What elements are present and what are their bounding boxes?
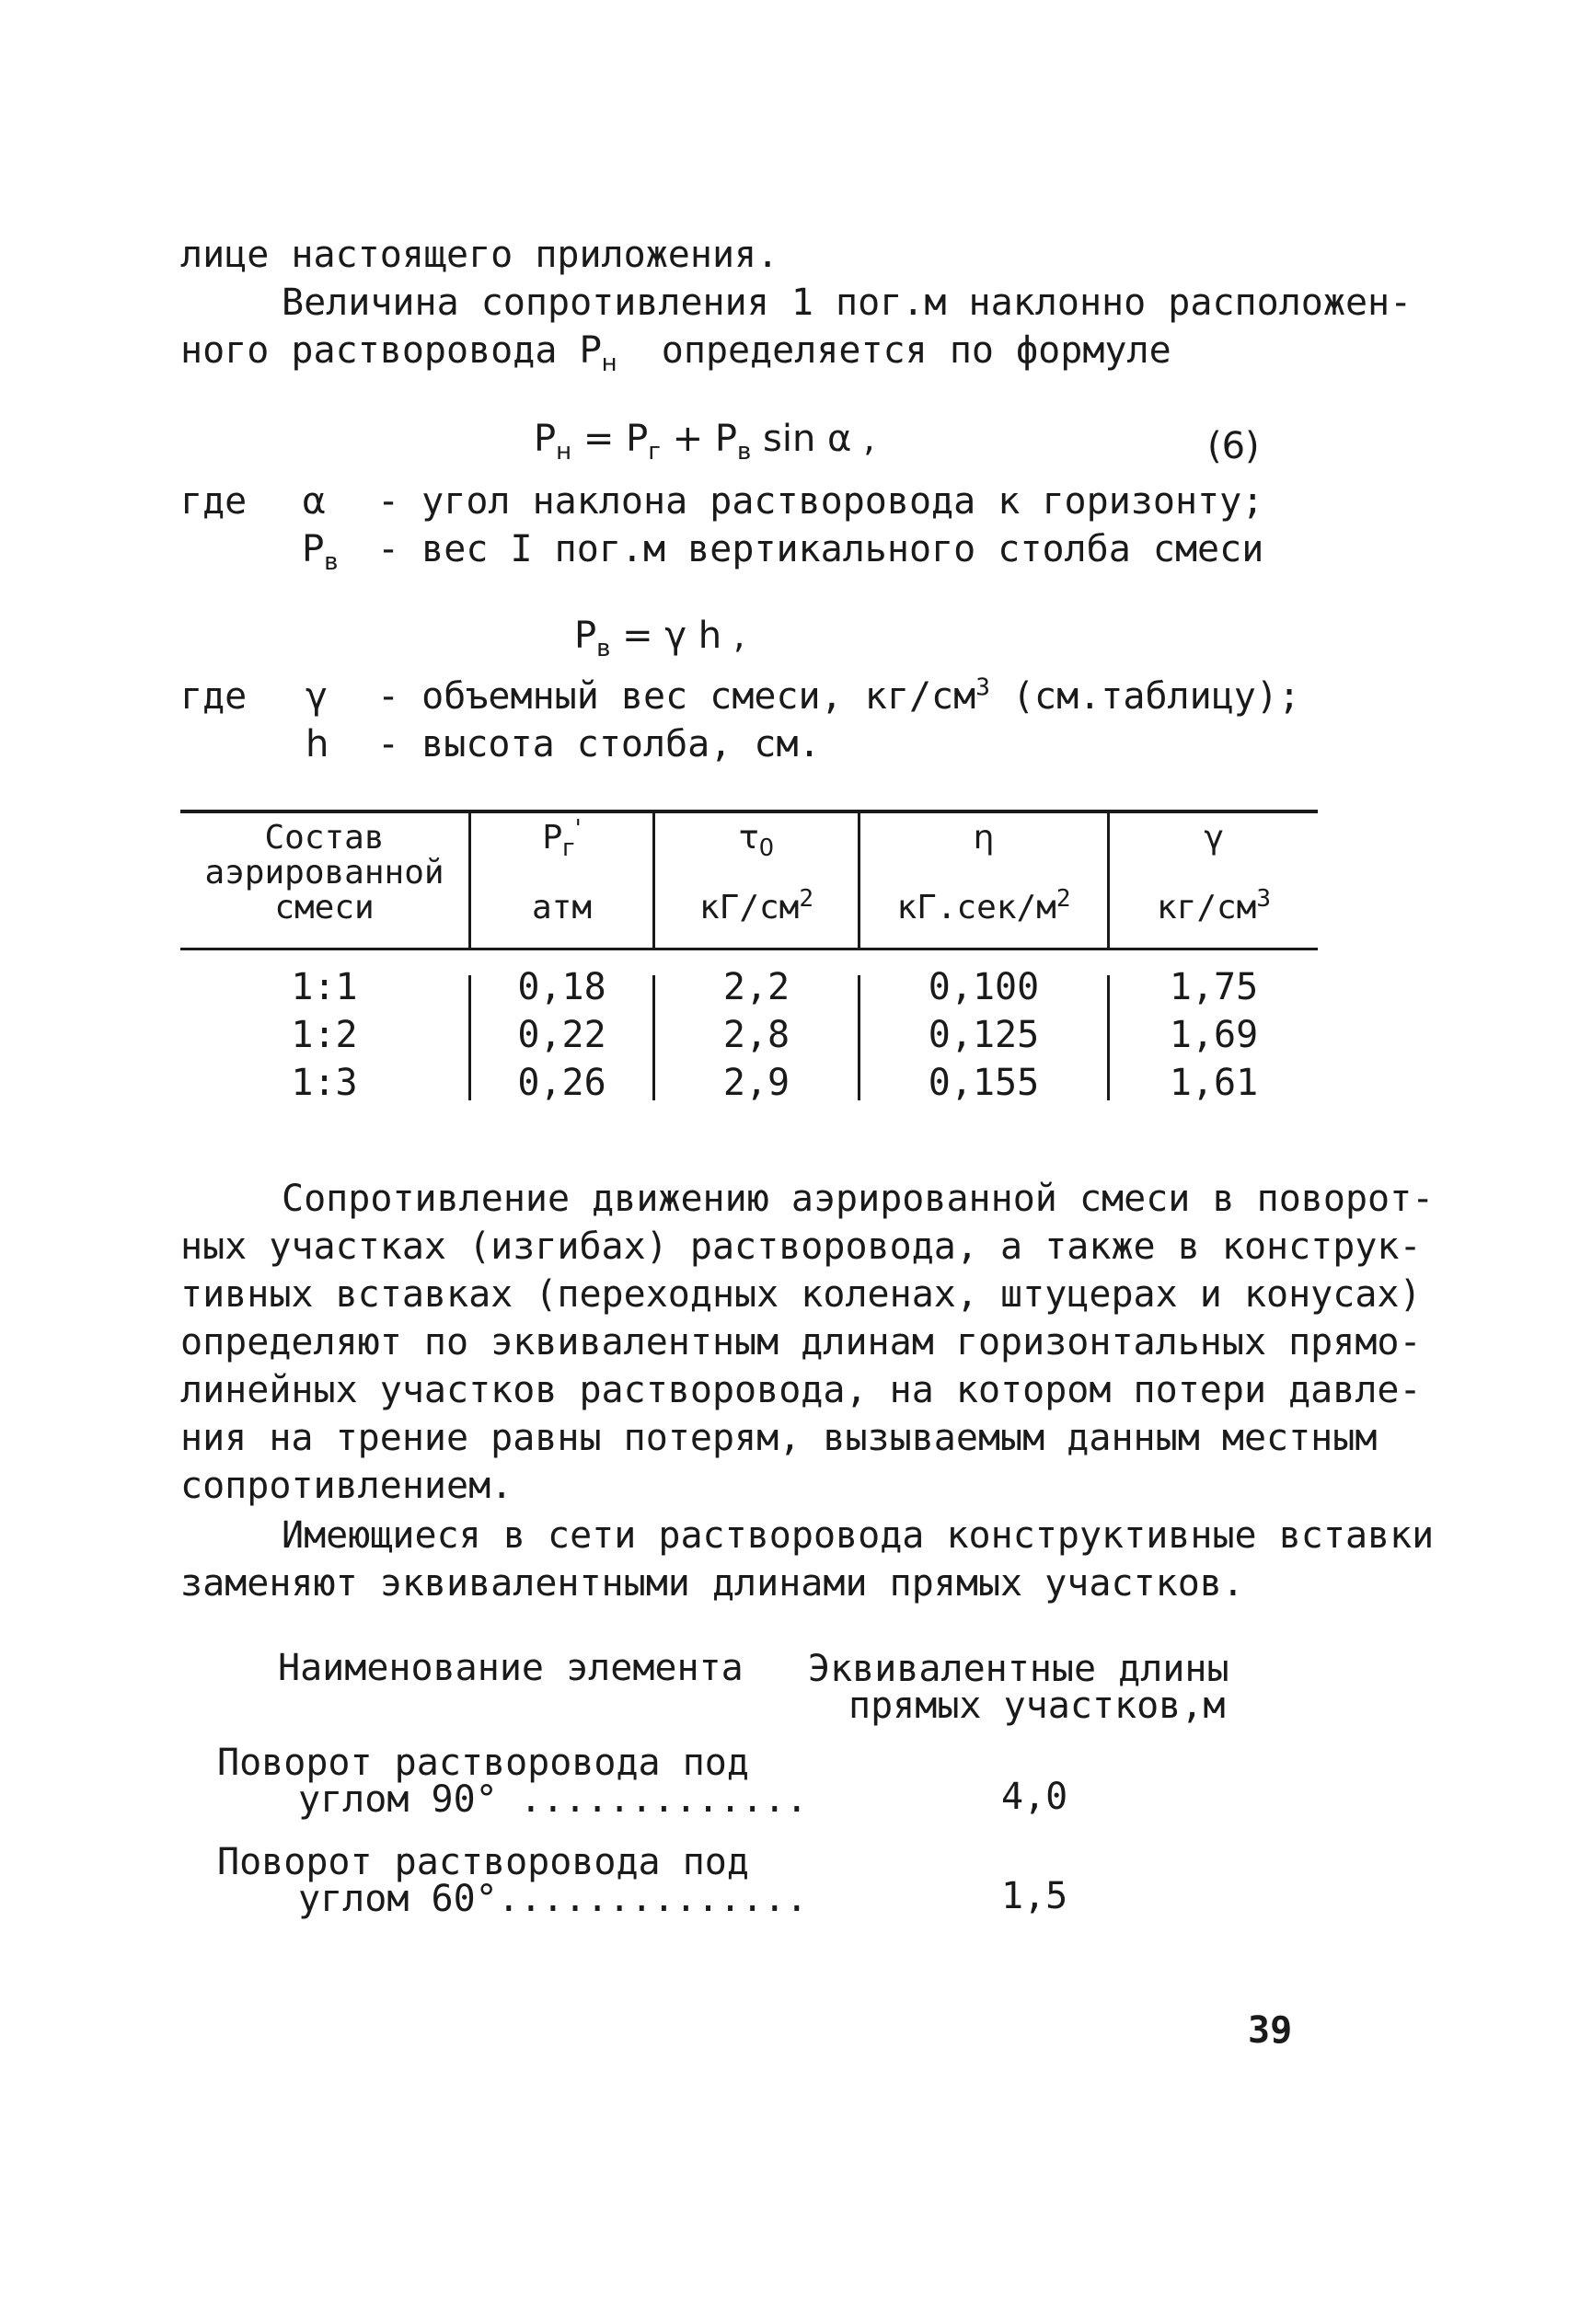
h-description: - высота столба, см. — [377, 723, 821, 765]
paragraph-2-line: Сопротивление движению аэрированной смеси в поворот- — [282, 1178, 1435, 1220]
equiv-item-value: 4,0 — [1001, 1776, 1068, 1818]
table-cell: 1:3 — [291, 1062, 358, 1104]
equiv-item-name: Поворот растворовода под углом 90° ............. — [217, 1742, 808, 1821]
text-line-3-a: ного растворовода — [180, 329, 580, 372]
table-cell: 1,75 — [1169, 966, 1259, 1008]
table-header-viscosity: η $кГ.сек/м^2$ — [896, 819, 1071, 926]
text-line-3-b: определяется по формуле — [617, 329, 1171, 372]
table-cell: 0,155 — [928, 1062, 1040, 1104]
text-line-3 — [180, 329, 1171, 377]
table-header-pressure: $P_г'$ атм — [531, 815, 593, 926]
table-cell: 1,69 — [1169, 1014, 1259, 1056]
h-symbol: h — [306, 723, 329, 765]
paragraph-2-line: линейных участков растворовода, на котором потери давле- — [180, 1369, 1422, 1411]
paragraph-2-line: ных участках (изгибах) растворовода, а также в конструк- — [180, 1225, 1422, 1268]
paragraph-2-line: определяют по эквивалентным длинам горизонтальных прямо- — [180, 1321, 1422, 1363]
table-cell: 0,26 — [517, 1062, 606, 1104]
table-header-composition: Состав аэрированной смеси — [204, 819, 444, 926]
gamma-description: - объемный вес смеси, $кг/см^3$ (см.таблицу); — [377, 673, 1301, 718]
table-cell: 1,61 — [1169, 1062, 1259, 1104]
pv-symbol: $P_в$ — [302, 528, 339, 576]
text-line-2: Величина сопротивления 1 пог.м наклонно расположен- — [282, 282, 1413, 324]
pv-description: - вес I пог.м вертикального столба смеси — [377, 528, 1264, 570]
equiv-item-value: 1,5 — [1001, 1875, 1068, 1917]
table-cell: 0,125 — [928, 1014, 1040, 1056]
table-cell: 2,2 — [722, 966, 790, 1008]
equiv-header-name: Наименование элемента — [278, 1647, 744, 1689]
equiv-item-name: Поворот растворовода под углом 60°.............. — [217, 1841, 808, 1920]
table-header-shear-stress: $\tau_0$ $кГ/см^2$ — [698, 819, 814, 926]
gamma-symbol: γ — [306, 675, 328, 718]
alpha-description: - угол наклона растворовода к горизонту; — [377, 480, 1264, 523]
table-top-rule — [180, 810, 1318, 813]
table-header-rule — [180, 948, 1318, 950]
paragraph-2-line: сопротивлением. — [180, 1465, 513, 1507]
table-cell: 0,100 — [928, 966, 1040, 1008]
equiv-header-length: Эквивалентные длины прямых участков,м — [808, 1648, 1229, 1727]
alpha-symbol: α — [302, 480, 327, 523]
table-header-density: γ $кг/см^3$ — [1156, 819, 1272, 926]
page-number: 39 — [1248, 2009, 1293, 2052]
table-cell: 0,22 — [517, 1014, 606, 1056]
table-cell: 0,18 — [517, 966, 606, 1008]
formula-6: $P_н = P_г + P_в$ sin α , — [534, 418, 875, 466]
paragraph-3-line: заменяют эквивалентными длинами прямых участков. — [180, 1562, 1244, 1605]
text-line-1: лице настоящего приложения. — [180, 234, 779, 276]
table-cell: 1:1 — [291, 966, 358, 1008]
where-label-1: где — [180, 480, 248, 523]
properties-table — [180, 810, 1318, 1110]
table-cell: 2,8 — [722, 1014, 790, 1056]
paragraph-2-line: тивных вставках (переходных коленах, штуцерах и конусах) — [180, 1273, 1422, 1316]
pn-symbol: $P_н$ — [579, 329, 617, 377]
table-cell: 2,9 — [722, 1062, 790, 1104]
paragraph-3-line: Имеющиеся в сети растворовода конструктивные вставки — [282, 1514, 1435, 1557]
where-label-2: где — [180, 675, 248, 718]
formula-pv: $P_в = \gamma$ h , — [574, 615, 745, 662]
paragraph-2-line: ния на трение равны потерям, вызываемым данным местным — [180, 1417, 1378, 1459]
table-cell: 1:2 — [291, 1014, 358, 1056]
formula-number: (6) — [1207, 425, 1260, 467]
